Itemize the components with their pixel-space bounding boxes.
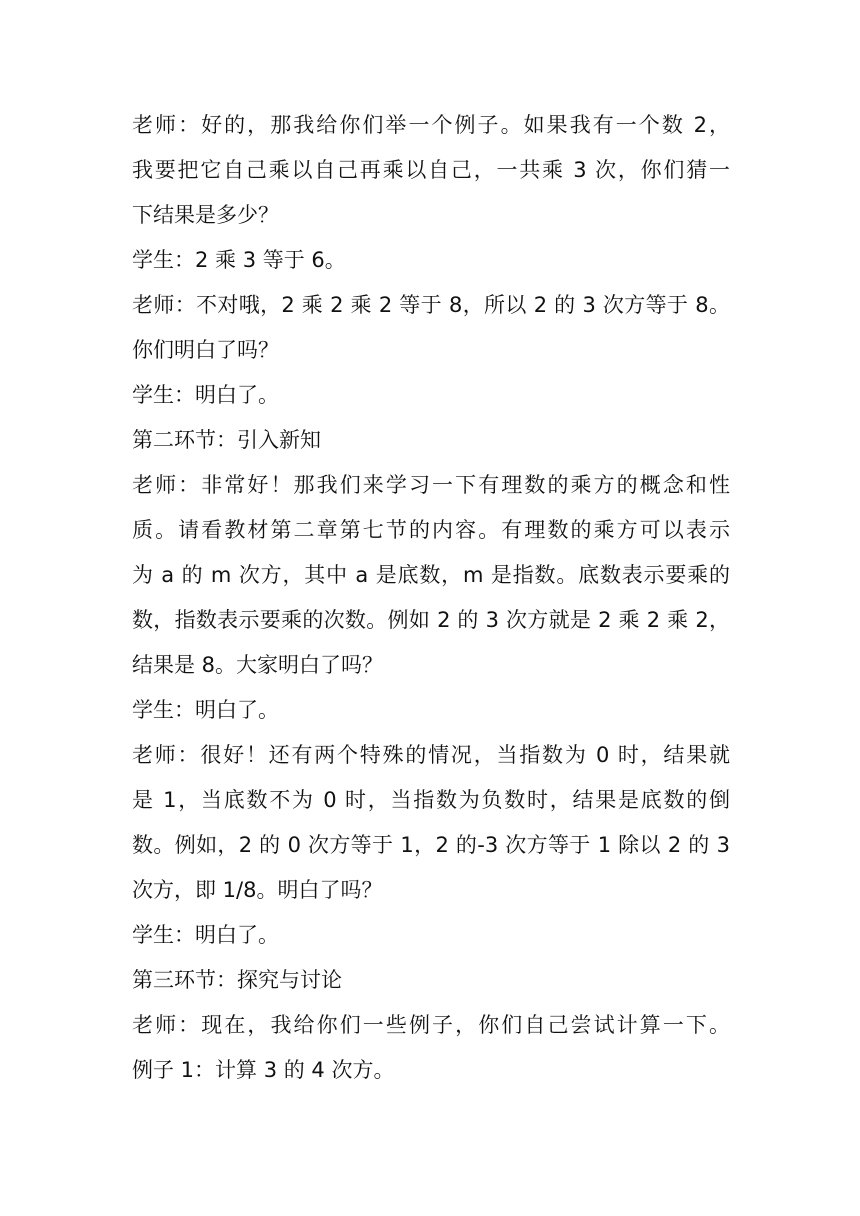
text-line: 数，指数表示要乘的次数。例如 2 的 3 次方就是 2 乘 2 乘 2， <box>132 608 730 632</box>
text-line: 例子 1：计算 3 的 4 次方。 <box>132 1058 395 1082</box>
text-line: 我要把它自己乘以自己再乘以自己，一共乘 3 次，你们猜一 <box>132 158 730 182</box>
text-line: 老师：好的，那我给你们举一个例子。如果我有一个数 2， <box>132 113 730 137</box>
text-line: 结果是 8。大家明白了吗？ <box>132 653 384 677</box>
text-line: 是 1，当底数不为 0 时，当指数为负数时，结果是底数的倒 <box>132 788 730 812</box>
text-line: 数。例如，2 的 0 次方等于 1，2 的-3 次方等于 1 除以 2 的 3 <box>132 833 730 857</box>
text-line: 质。请看教材第二章第七节的内容。有理数的乘方可以表示 <box>132 518 730 542</box>
text-line: 老师：不对哦，2 乘 2 乘 2 等于 8，所以 2 的 3 次方等于 8。 <box>132 293 730 317</box>
text-line: 次方，即 1/8。明白了吗？ <box>132 878 383 902</box>
text-line: 为 a 的 m 次方，其中 a 是底数，m 是指数。底数表示要乘的 <box>132 563 730 587</box>
text-line: 下结果是多少？ <box>132 203 279 227</box>
text-line: 老师：非常好！那我们来学习一下有理数的乘方的概念和性 <box>132 473 730 497</box>
text-line: 学生：明白了。 <box>132 698 279 722</box>
text-line: 你们明白了吗？ <box>132 338 279 362</box>
text-line: 学生：明白了。 <box>132 923 279 947</box>
text-line: 老师：现在，我给你们一些例子，你们自己尝试计算一下。 <box>132 1013 730 1037</box>
text-line: 老师：很好！还有两个特殊的情况，当指数为 0 时，结果就 <box>132 743 730 767</box>
text-line: 学生：明白了。 <box>132 383 279 407</box>
text-line: 学生：2 乘 3 等于 6。 <box>132 248 346 272</box>
document-body <box>132 103 730 1093</box>
section-heading: 第二环节：引入新知 <box>132 428 321 452</box>
section-heading: 第三环节：探究与讨论 <box>132 968 342 992</box>
